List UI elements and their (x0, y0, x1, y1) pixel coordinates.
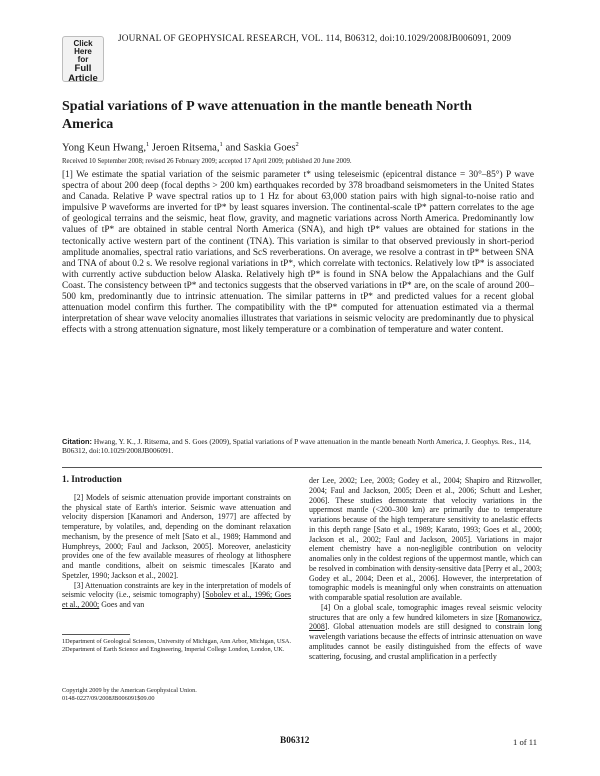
right-column (309, 476, 542, 661)
author-name: Jeroen Ritsema, (149, 142, 220, 154)
citation-text: Hwang, Y. K., J. Ritsema, and S. Goes (2009), Spatial variations of P wave attenuation in the mantle beneath North America, J. Geophys. Res., 114, B06312, doi:10.1029/2008JB006091. (62, 437, 531, 456)
author-list (62, 141, 299, 154)
footnote-divider (62, 634, 130, 635)
citation-label: Citation: (62, 437, 92, 446)
paragraph: der Lee, 2002; Lee, 2003; Godey et al., 2004; Shapiro and Ritzwoller, 2004; Faul and Jackson, 2005; Deen et al., 2006; Schutt and Lesher, 2006]. These studies demonstrate that velocity variations in the uppermost mantle (<200–300 km) are primarily due to temperature variations because of the high temperature sensitivity to anelastic effects in this depth range [Sato et al., 1989; Karato, 1993; Goes et al., 2000; Jackson et al., 2002; Faul and Jackson, 2005]. Variations in major element chemistry have a non-negligible contribution on velocity anomalies only in the coldest regions of the uppermost mantle, which can be resolved in combination with density-sensitive data [Perry et al., 2003; Godey et al., 2004; Deen et al., 2006]. However, the interpretation of tomographic models is meaningful only when constraints on attenuation with comparable spatial resolution are available. (309, 476, 542, 602)
paragraph-text: [4] On a global scale, tomographic images reveal seismic velocity structures that are only a few hundred kilometers in size [ (309, 602, 542, 622)
abstract: [1] We estimate the spatial variation of the seismic parameter t* using teleseismic (epicentral distance = 30°–85°) P wave spectra of about 200 deep (focal depths > 200 km) earthquakes recorded by 378 broadband seismometers in the United States and Canada. Relative P wave spectral ratios up to 1 Hz for about 63,000 station pairs with high signal-to-noise ratio and impulsive P waveforms are inverted for tP* by least squares inversion. The continental-scale tP* pattern correlates to the age of geological terrains and the seismic, heat flow, gravity, and magnetic variations across North America. Predominantly low values of tP* are obtained in stable central North America (SNA), and high tP* values are obtained for stations in the tectonically active western part of the continent (TNA). This variation is similar to that observed previously in short-period amplitude anomalies, spectral ratio variations, and ScS reverberations. On average, we resolve a contrast in tP* between SNA and TNA of about 0.2 s. We resolve regional variations in tP*, which correlate with tectonics. Relatively low tP* is associated with currently active subduction below Alaska. Relatively high tP* is found in SNA below the Appalachians and the Gulf Coast. The consistency between tP* and tectonics suggests that the observed variations in tP* are, on the scale of around 200–500 km, predominantly due to intrinsic attenuation. The similar patterns in tP* and predicted values for a recent global attenuation model confirm this further. The compatibility with the tP* computed for attenuation estimated via a thermal interpretation of shear wave velocity anomalies illustrates that variations in seismic velocity are predominantly due to physical effects with a strong attenuation signature, most likely temperature or a combination of temperature and water content. (62, 170, 534, 336)
badge-text-for: for (77, 55, 89, 64)
paragraph-text: Goes and van (99, 600, 145, 609)
paragraph (62, 581, 291, 610)
paragraph-text: [3] Attenuation constraints are key in the interpretation of models of seismic velocity (i.e., seismic tomography) [ (62, 580, 291, 600)
badge-text-here: Here (74, 47, 92, 56)
citation (62, 437, 542, 456)
footnotes (62, 638, 291, 654)
publication-dates: Received 10 September 2008; revised 26 February 2009; accepted 17 April 2009; published 20 June 2009. (62, 158, 352, 165)
paper-title: Spatial variations of P wave attenuation in the mantle beneath North America (62, 99, 472, 132)
journal-header: JOURNAL OF GEOPHYSICAL RESEARCH, VOL. 114, B06312, doi:10.1029/2008JB006091, 2009 (118, 34, 512, 44)
reference-link[interactable]: Romanowicz, 2008 (309, 612, 542, 632)
author-affiliation-mark: 1 (145, 141, 150, 148)
author-name: and Saskia Goes (222, 142, 296, 154)
copyright-line: 0148-0227/09/2008JB006091$09.00 (62, 695, 155, 703)
paragraph (309, 603, 542, 662)
badge-text-click: Click (73, 39, 93, 48)
author-name: Yong Keun Hwang, (62, 142, 146, 154)
author-affiliation-mark: 1 (219, 141, 223, 148)
article-id: B06312 (280, 736, 310, 746)
section-heading-introduction: 1. Introduction (62, 475, 122, 485)
footnote: 1Department of Geological Sciences, University of Michigan, Ann Arbor, Michigan, USA. (62, 638, 292, 645)
left-column (62, 476, 291, 610)
author-affiliation-mark: 2 (295, 141, 299, 148)
paragraph: [2] Models of seismic attenuation provide important constraints on the physical state of Earth's interior. Seismic wave attenuation and velocity dispersion [Kanamori and Anderson, 1977] are affected by temperature, by volatiles, and, depending on the dominant relaxation mechanism, by the presence of melt [Sato et al., 1989; Hammond and Humphreys, 2000; Faul and Jackson, 2005]. Moreover, anelasticity provides one of the few available measures of rheology at lithosphere and mantle conditions, albeit on seismic timescales [Karato and Spetzler, 1990; Jackson et al., 2002]. (62, 492, 291, 580)
footnote: 2Department of Earth Science and Engineering, Imperial College London, London, UK. (62, 646, 285, 654)
full-article-badge[interactable] (62, 36, 104, 82)
section-divider (62, 467, 542, 468)
copyright-line: Copyright 2009 by the American Geophysical Union. (62, 687, 197, 694)
page-number: 1 of 11 (513, 737, 538, 747)
copyright-notice (62, 687, 291, 703)
badge-text-full-article: Full Article (68, 63, 98, 84)
reference-link[interactable]: Sobolev et al., 1996; Goes et al., 2000; (62, 590, 292, 609)
paragraph-text: ]. Global attenuation models are still designed to constrain long wavelength variations because the effects of intrinsic attenuation on wave amplitudes cannot be easily distinguished from the effects of wave scattering, focusing, and crustal amplification in a perfectly (309, 622, 542, 661)
